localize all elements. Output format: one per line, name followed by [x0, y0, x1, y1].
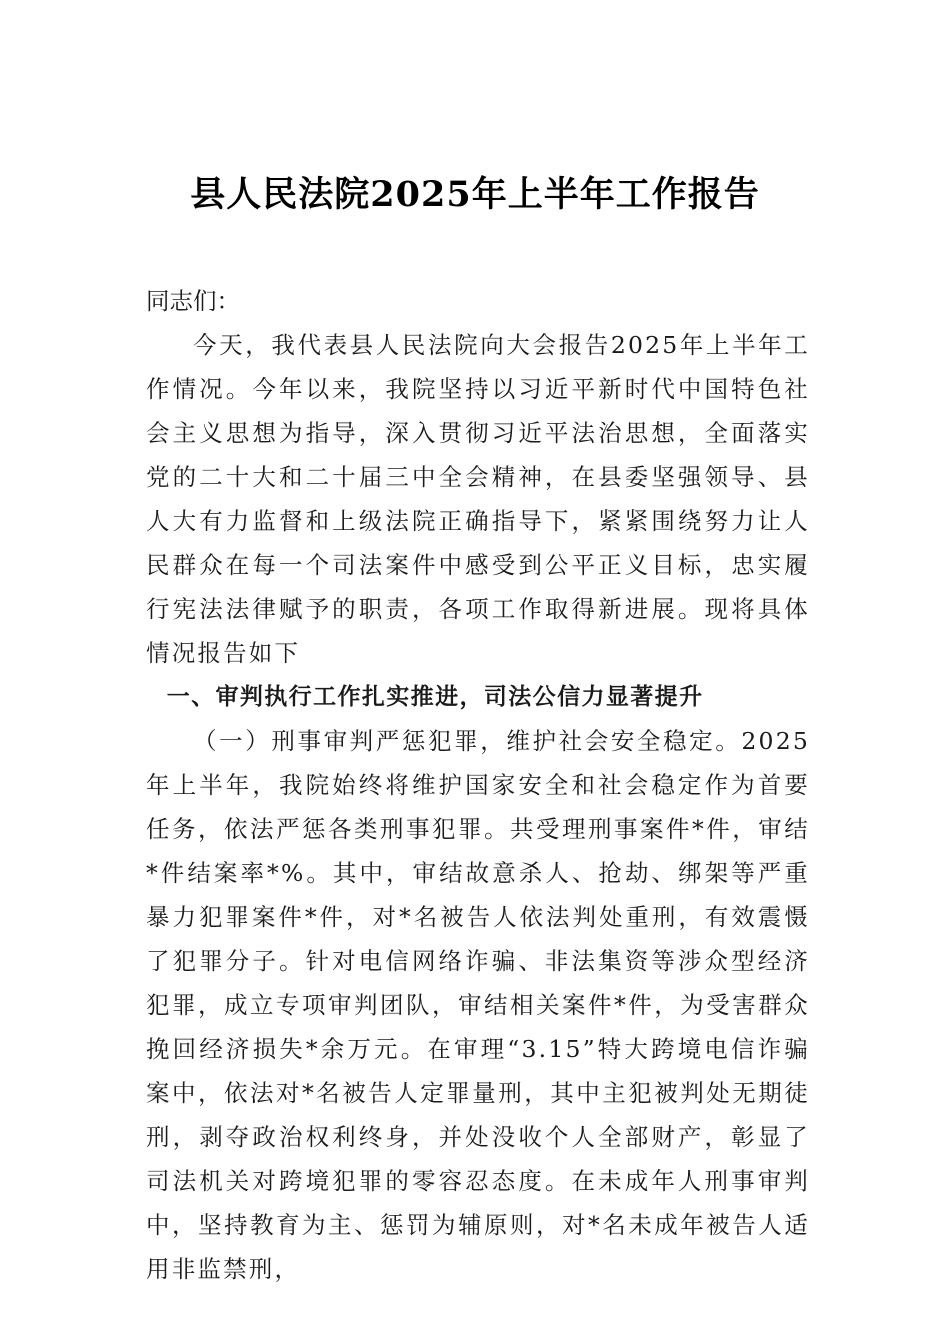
intro-paragraph: 今天，我代表县人民法院向大会报告2025年上半年工作情况。今年以来，我院坚持以习近平新时代中国特色社会主义思想为指导，深入贯彻习近平法治思想，全面落实党的二十大和二十届三中全会精神，在县委坚强领导、县人大有力监督和上级法院正确指导下，紧紧围绕努力让人民群众在每一个司法案件中感受到公平正义目标，忠实履行宪法法律赋予的职责，各项工作取得新进展。现将具体情况报告如下 — [146, 331, 810, 667]
salutation: 同志们： — [146, 287, 240, 315]
document-title: 县人民法院2025年上半年工作报告 — [190, 174, 760, 215]
section-heading: 一、审判执行工作扎实推进，司法公信力显著提升 — [166, 684, 704, 710]
section-paragraph: （一）刑事审判严惩犯罪，维护社会安全稳定。2025年上半年，我院始终将维护国家安全和社会稳定作为首要任务，依法严惩各类刑事犯罪。共受理刑事案件*件，审结*件结案率*%。其中，审结故意杀人、抢劫、绑架等严重暴力犯罪案件*件，对*名被告人依法判处重刑，有效震慑了犯罪分子。针对电信网络诈骗、非法集资等涉众型经济犯罪，成立专项审判团队，审结相关案件*件，为受害群众挽回经济损失*余万元。在审理“3.15”特大跨境电信诈骗案中，依法对*名被告人定罪量刑，其中主犯被判处无期徒刑，剥夺政治权利终身，并处没收个人全部财产，彰显了司法机关对跨境犯罪的零容忍态度。在未成年人刑事审判中，坚持教育为主、惩罚为辅原则，对*名未成年被告人适用非监禁刑， — [146, 727, 810, 1283]
document-body — [146, 279, 810, 1291]
